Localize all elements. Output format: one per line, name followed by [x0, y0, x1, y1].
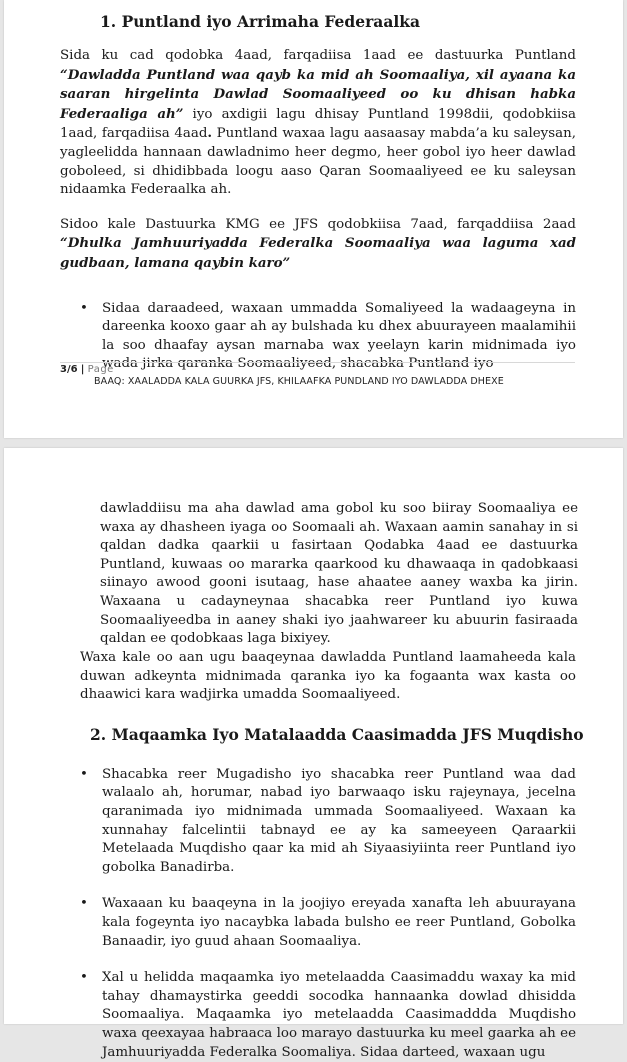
paragraph-federal: [60, 47, 576, 200]
territory-quote: “Dhulka Jamhuuriyadda Federalka Soomaaliya waa laguma xad gudbaan, lamana qaybin karo”: [60, 235, 576, 271]
bullet-text: Xal u helidda maqaamka iyo metelaadda Caasimaddu waxay ka mid tahay dhamaystirka geeddi socodka hannaanka dowlad dhisidda Soomaaliya. Maqaamka iyo metelaadda Caasimaddda Muqdisho waxa qeexayaa habraaca loo marayo dastuurka ku meel gaarka ah ee Jamhuuriyadda Federalka Soomaliya. Sidaa darteed, waxaan ugu: [102, 970, 576, 1060]
list-item: [80, 895, 576, 951]
bullet-marker: •: [80, 300, 88, 316]
constitution-quote: “Dawladda Puntland waa qayb ka mid ah Soomaaliya, xil ayaana ka saaran hirgelinta Dawlad Soomaaliyeed oo ku dhisan habka Federaaliga ah”: [60, 66, 576, 122]
bullet-marker: •: [80, 970, 88, 986]
page-content: [60, 12, 576, 374]
paragraph-appeal: Waxa kale oo aan ugu baaqeynaa dawladda Puntland laamaheeda kala duwan adkeynta midnimada qaranka iyo ka fogaanta wax kasta oo dhaawici kara wadjirka umadda Soomaaliyeed.: [80, 650, 576, 703]
paragraph-dot: .: [207, 125, 213, 142]
footer-divider: [60, 362, 575, 363]
bullet-marker: •: [80, 766, 88, 782]
bullet-text: Waxaaan ku baaqeyna in la joojiyo ereyada xanafta leh abuurayana kala fogeynta iyo nacaybka labada bulsho ee reer Puntland, Gobolka Banaadir, iyo guud ahaan Soomaaliya.: [102, 896, 576, 949]
bullet-text: Shacabka reer Mugadisho iyo shacabka reer Puntland waa dad walaalo ah, horumar, nabad iyo barwaaqo isku rajeynaya, jecelna qaranimada iyo midnimada ummada Soomaaliyeed. Waxaan ka xunnahay falcelintii tabnayd ee ay ka sameeyeen Qaraarkii Metelaada Muqdisho qaar ka mid ah Siyaasiyiinta reer Puntland iyo gobolka Banadirba.: [102, 766, 576, 875]
page-content: [60, 649, 584, 1062]
paragraph-lead: Sida ku cad qodobka 4aad, farqadiisa 1aad ee dastuurka Puntland: [60, 48, 576, 63]
list-item: [80, 969, 576, 1062]
paragraph-territory: [60, 216, 576, 274]
paragraph-mid: iyo axdigii lagu dhisay Puntland 1998dii, qodobkiisa 1aad, farqadiisa 4aad: [60, 106, 576, 142]
paragraph-lead: Sidoo kale Dastuurka KMG ee JFS qodobkiisa 7aad, farqaddiisa 2aad: [60, 216, 576, 232]
list-item: [80, 766, 576, 878]
page-number: 3/6 | Page: [60, 364, 114, 375]
section-heading-1: 1. Puntland iyo Arrimaha Federaalka: [100, 12, 421, 31]
document-page-3: [4, 0, 623, 438]
bullet-text: Sidaa daraadeed, waxaan ummadda Somaliyeed la wadaageyna in dareenka kooxo gaar ah ay bulshada ku dhex abuurayeen maalamihii la soo dhaafay aysan marnaba wax yeelayn karin midnimada iyo wada jirka qaranka Soomaaliyeed, shacabka Puntland iyo: [102, 300, 576, 372]
bullet-marker: •: [80, 896, 88, 912]
document-page-4: [4, 448, 623, 1060]
section-heading-2: 2. Maqaamka Iyo Matalaadda Caasimadda JFS Muqdisho: [90, 724, 584, 744]
paragraph-tail: Puntland waxaa lagu aasaasay mabda’a ku saleysan, yagleelidda hannaan dawladnimo heer degmo, heer gobol iyo heer dawlad goboleed, si dhidibbada loogu aaso Qaran Soomaaliyeed ee ku saleysan nidaamka Federaalka ah.: [60, 126, 576, 198]
bullet-continuation: dawladdiisu ma aha dawlad ama gobol ku soo biiray Soomaaliya ee waxa ay dhasheen iyaga oo Soomaali ah. Waxaan aamin sanahay in si qaldan dadka qaarkii u fasirtaan Qodabka 4aad ee dastuurka Puntland, kuwaas oo mararka qaarkood ku dhawaaqa in qadobkaasi siinayo awood gooni isutaag, hase ahaatee aaney waxba ka jirin. Waxaana u cadayneynaa shacabka reer Puntland iyo kuwa Soomaaliyeedba in aaney shaki iyo jaahwareer ku abuurin fasiraada qaldan ee qodobkaas laga bixiyey.: [100, 501, 578, 647]
footer-title: BAAQ: XAALADDA KALA GUURKA JFS, KHILAAFKA PUNDLAND IYO DAWLADDA DHEXE: [94, 376, 504, 387]
page-content: [80, 500, 578, 649]
